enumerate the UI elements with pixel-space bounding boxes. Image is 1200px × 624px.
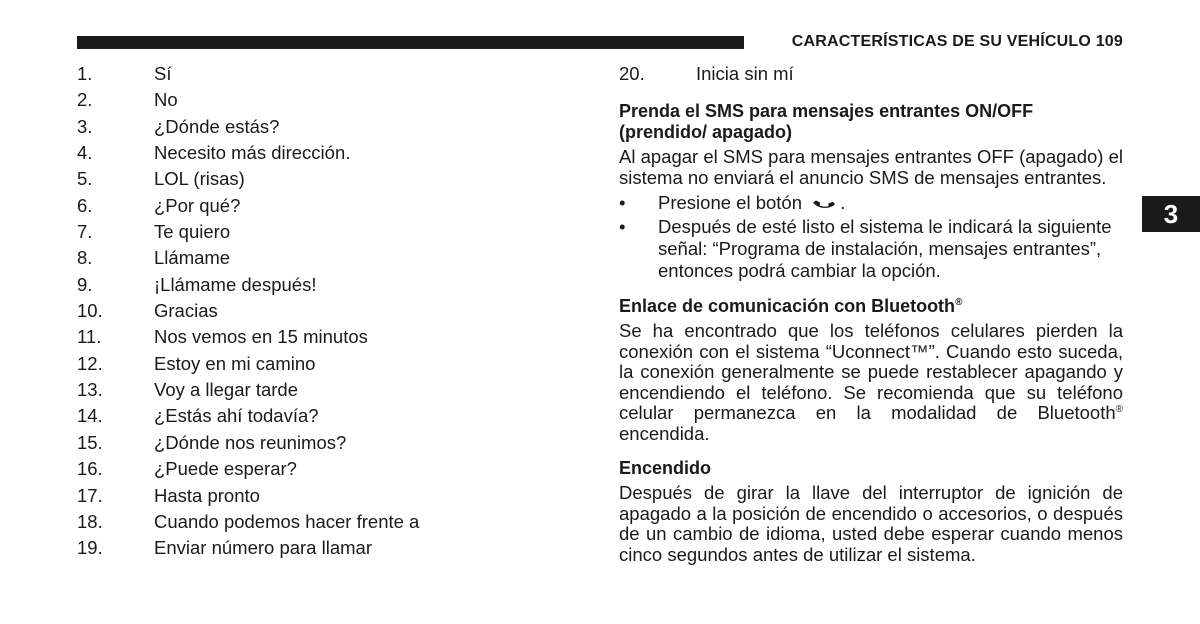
list-item-number: 12. — [77, 352, 103, 374]
list-item-text: LOL (risas) — [154, 168, 245, 190]
bluetooth-body-text: Se ha encontrado que los teléfonos celulares pierden la conexión con el sistema “Uconnect™”. Cuando esto suceda, la conexión generalmente se puede restablecer apagando y encendiendo el teléfono. Se recomienda que su teléfono celular permanezca en la modalidad de Bluetooth — [619, 320, 1123, 423]
list-item-number: 7. — [77, 221, 93, 243]
bluetooth-heading — [619, 296, 1123, 317]
bullet-text: Presione el botón — [658, 192, 802, 213]
list-item — [77, 193, 419, 219]
list-item-text: Te quiero — [154, 221, 231, 243]
list-item — [77, 535, 419, 561]
list-item-number: 20. — [619, 63, 645, 84]
list-item-text: Cuando podemos hacer frente a — [154, 510, 420, 532]
list-item-number: 10. — [77, 300, 103, 322]
sms-heading: Prenda el SMS para mensajes entrantes ON/OFF (prendido/ apagado) — [619, 101, 1034, 142]
list-item — [77, 351, 419, 377]
list-item-number: 6. — [77, 194, 93, 216]
list-item — [77, 61, 419, 87]
list-item-number: 4. — [77, 142, 93, 164]
list-item-number: 13. — [77, 379, 103, 401]
list-item-number: 14. — [77, 405, 103, 427]
list-item — [77, 456, 419, 482]
list-item-number: 11. — [77, 326, 102, 348]
bluetooth-body-end: encendida. — [619, 422, 710, 444]
list-item — [77, 430, 419, 456]
list-item-number: 16. — [77, 458, 103, 480]
list-item-text: Llámame — [154, 247, 231, 269]
bullet-text: Después de esté listo el sistema le indicará la siguiente señal: “Programa de instalación, mensajes entrantes”, entonces podrá cambiar la opción. — [658, 216, 1112, 281]
list-item — [77, 245, 419, 271]
list-item-text: ¡Llámame después! — [154, 273, 317, 295]
list-item — [77, 166, 419, 192]
right-column — [619, 61, 1123, 565]
list-item — [77, 509, 419, 535]
power-body: Después de girar la llave del interruptor de ignición de apagado a la posición de encendido o accesorios, o después de un cambio de idioma, usted debe esperar cuando menos cinco segundos antes de utilizar el sistema. — [619, 482, 1123, 565]
sms-bullets — [619, 192, 1123, 282]
list-item — [77, 272, 419, 298]
list-item-number: 19. — [77, 537, 103, 559]
list-item — [77, 114, 419, 140]
list-item-number: 18. — [77, 510, 103, 532]
list-item — [77, 324, 419, 350]
list-item — [77, 219, 419, 245]
list-item-text: Necesito más dirección. — [154, 142, 351, 164]
list-item-text: Sí — [154, 63, 172, 84]
registered-mark: ® — [1115, 404, 1123, 415]
bullet-item — [619, 216, 1123, 282]
list-item-text: ¿Por qué? — [154, 194, 241, 216]
list-item-text: Hasta pronto — [154, 484, 260, 506]
list-item-text: Gracias — [154, 300, 218, 322]
list-item-text: No — [154, 89, 178, 111]
list-item-text: Nos vemos en 15 minutos — [154, 326, 368, 348]
list-item-number: 2. — [77, 89, 93, 111]
list-item — [77, 377, 419, 403]
bluetooth-body — [619, 321, 1123, 444]
list-item-number: 9. — [77, 273, 93, 295]
list-item — [619, 61, 1123, 87]
phone-icon — [813, 194, 835, 212]
chapter-tab: 3 — [1142, 196, 1200, 232]
list-item-text: ¿Dónde nos reunimos? — [154, 431, 347, 453]
bullet-item — [619, 192, 1123, 214]
power-heading: Encendido — [619, 458, 712, 478]
sms-body: Al apagar el SMS para mensajes entrantes OFF (apagado) el sistema no enviará el anuncio SMS de mensajes entrantes. — [619, 146, 1123, 188]
list-item — [77, 140, 419, 166]
list-item — [77, 403, 419, 429]
bullet-dot: • — [619, 192, 626, 213]
list-item — [77, 298, 419, 324]
list-item-text: ¿Puede esperar? — [154, 458, 297, 480]
list-item-text: Voy a llegar tarde — [154, 379, 298, 401]
list-item-number: 5. — [77, 168, 93, 190]
list-item-number: 8. — [77, 247, 93, 269]
message-list — [77, 61, 419, 562]
list-item — [77, 483, 419, 509]
list-item-text: ¿Dónde estás? — [154, 115, 280, 137]
list-item-number: 3. — [77, 115, 93, 137]
list-item-number: 17. — [77, 484, 103, 506]
list-item-text: Estoy en mi camino — [154, 352, 316, 374]
registered-mark: ® — [955, 297, 963, 308]
list-item-number: 1. — [77, 63, 93, 84]
bluetooth-heading-text: Enlace de comunicación con Bluetooth — [619, 296, 956, 316]
page-header: CARACTERÍSTICAS DE SU VEHÍCULO 109 — [791, 33, 1123, 50]
list-item-number: 15. — [77, 431, 103, 453]
bullet-suffix: . — [840, 192, 846, 213]
list-item-text: ¿Estás ahí todavía? — [154, 405, 319, 427]
list-item-text: Enviar número para llamar — [154, 537, 372, 559]
list-item-text: Inicia sin mí — [696, 63, 794, 84]
list-item — [77, 87, 419, 113]
bullet-dot: • — [619, 216, 626, 237]
header-rule — [77, 36, 744, 49]
